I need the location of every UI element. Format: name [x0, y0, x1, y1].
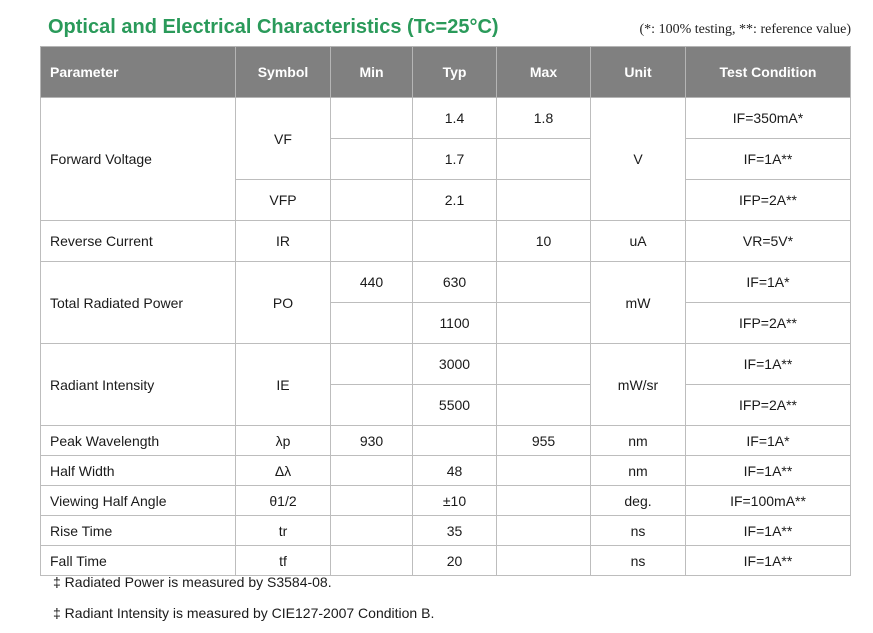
- unit-cell: ns: [591, 516, 686, 546]
- param-peak-wavelength: Peak Wavelength: [41, 426, 236, 456]
- unit-cell: nm: [591, 456, 686, 486]
- symbol-cell: tr: [236, 516, 331, 546]
- unit-cell: ns: [591, 546, 686, 576]
- table-row: [41, 344, 851, 385]
- header-max: Max: [497, 47, 591, 98]
- typ-cell: 3000: [413, 344, 497, 385]
- unit-cell: nm: [591, 426, 686, 456]
- table-row: [41, 486, 851, 516]
- max-cell: [497, 516, 591, 546]
- typ-cell: [413, 426, 497, 456]
- table-row: [41, 516, 851, 546]
- typ-cell: 35: [413, 516, 497, 546]
- min-cell: [331, 486, 413, 516]
- max-cell: 10: [497, 221, 591, 262]
- page-title: Optical and Electrical Characteristics (Tc=25°C): [48, 16, 499, 38]
- condition-cell: IF=1A**: [686, 139, 851, 180]
- typ-cell: 630: [413, 262, 497, 303]
- unit-cell: mW/sr: [591, 344, 686, 426]
- param-radiant-intensity: Radiant Intensity: [41, 344, 236, 426]
- min-cell: [331, 546, 413, 576]
- symbol-cell: VFP: [236, 180, 331, 221]
- unit-cell: uA: [591, 221, 686, 262]
- symbol-cell: IR: [236, 221, 331, 262]
- symbol-cell: tf: [236, 546, 331, 576]
- param-forward-voltage: Forward Voltage: [41, 98, 236, 221]
- typ-cell: 5500: [413, 385, 497, 426]
- header-symbol: Symbol: [236, 47, 331, 98]
- min-cell: [331, 385, 413, 426]
- min-cell: [331, 139, 413, 180]
- characteristics-table: [40, 46, 851, 576]
- symbol-cell: VF: [236, 98, 331, 180]
- param-half-width: Half Width: [41, 456, 236, 486]
- max-cell: [497, 303, 591, 344]
- footnote-radiant-intensity: ‡ Radiant Intensity is measured by CIE127-2007 Condition B.: [53, 605, 435, 621]
- condition-cell: IF=350mA*: [686, 98, 851, 139]
- max-cell: [497, 385, 591, 426]
- max-cell: [497, 344, 591, 385]
- table-row: [41, 456, 851, 486]
- condition-cell: VR=5V*: [686, 221, 851, 262]
- param-total-radiated-power: Total Radiated Power: [41, 262, 236, 344]
- max-cell: [497, 180, 591, 221]
- table-row: [41, 426, 851, 456]
- condition-cell: IFP=2A**: [686, 180, 851, 221]
- typ-cell: 20: [413, 546, 497, 576]
- min-cell: 930: [331, 426, 413, 456]
- condition-cell: IFP=2A**: [686, 385, 851, 426]
- symbol-cell: IE: [236, 344, 331, 426]
- typ-cell: 1.7: [413, 139, 497, 180]
- max-cell: [497, 546, 591, 576]
- header-parameter: Parameter: [41, 47, 236, 98]
- min-cell: [331, 98, 413, 139]
- testing-note: (*: 100% testing, **: reference value): [639, 22, 851, 37]
- max-cell: [497, 262, 591, 303]
- condition-cell: IF=1A**: [686, 456, 851, 486]
- condition-cell: IF=1A**: [686, 516, 851, 546]
- param-fall-time: Fall Time: [41, 546, 236, 576]
- symbol-cell: θ1/2: [236, 486, 331, 516]
- unit-cell: deg.: [591, 486, 686, 516]
- header-unit: Unit: [591, 47, 686, 98]
- typ-cell: ±10: [413, 486, 497, 516]
- min-cell: [331, 180, 413, 221]
- condition-cell: IF=1A*: [686, 426, 851, 456]
- param-rise-time: Rise Time: [41, 516, 236, 546]
- condition-cell: IF=1A**: [686, 344, 851, 385]
- max-cell: [497, 456, 591, 486]
- min-cell: [331, 221, 413, 262]
- param-viewing-half-angle: Viewing Half Angle: [41, 486, 236, 516]
- max-cell: [497, 139, 591, 180]
- symbol-cell: λp: [236, 426, 331, 456]
- min-cell: [331, 303, 413, 344]
- typ-cell: 1100: [413, 303, 497, 344]
- footnote-radiated-power: ‡ Radiated Power is measured by S3584-08.: [53, 574, 332, 590]
- max-cell: [497, 486, 591, 516]
- condition-cell: IFP=2A**: [686, 303, 851, 344]
- table-row: [41, 221, 851, 262]
- condition-cell: IF=100mA**: [686, 486, 851, 516]
- header-row: [41, 47, 851, 98]
- unit-cell: mW: [591, 262, 686, 344]
- header-min: Min: [331, 47, 413, 98]
- condition-cell: IF=1A*: [686, 262, 851, 303]
- min-cell: [331, 456, 413, 486]
- table-row: [41, 546, 851, 576]
- min-cell: 440: [331, 262, 413, 303]
- max-cell: 955: [497, 426, 591, 456]
- typ-cell: 2.1: [413, 180, 497, 221]
- typ-cell: 1.4: [413, 98, 497, 139]
- symbol-cell: Δλ: [236, 456, 331, 486]
- max-cell: 1.8: [497, 98, 591, 139]
- min-cell: [331, 516, 413, 546]
- header-typ: Typ: [413, 47, 497, 98]
- table-row: [41, 98, 851, 139]
- typ-cell: 48: [413, 456, 497, 486]
- symbol-cell: PO: [236, 262, 331, 344]
- condition-cell: IF=1A**: [686, 546, 851, 576]
- min-cell: [331, 344, 413, 385]
- param-reverse-current: Reverse Current: [41, 221, 236, 262]
- unit-cell: V: [591, 98, 686, 221]
- table-row: [41, 262, 851, 303]
- typ-cell: [413, 221, 497, 262]
- header-test-condition: Test Condition: [686, 47, 851, 98]
